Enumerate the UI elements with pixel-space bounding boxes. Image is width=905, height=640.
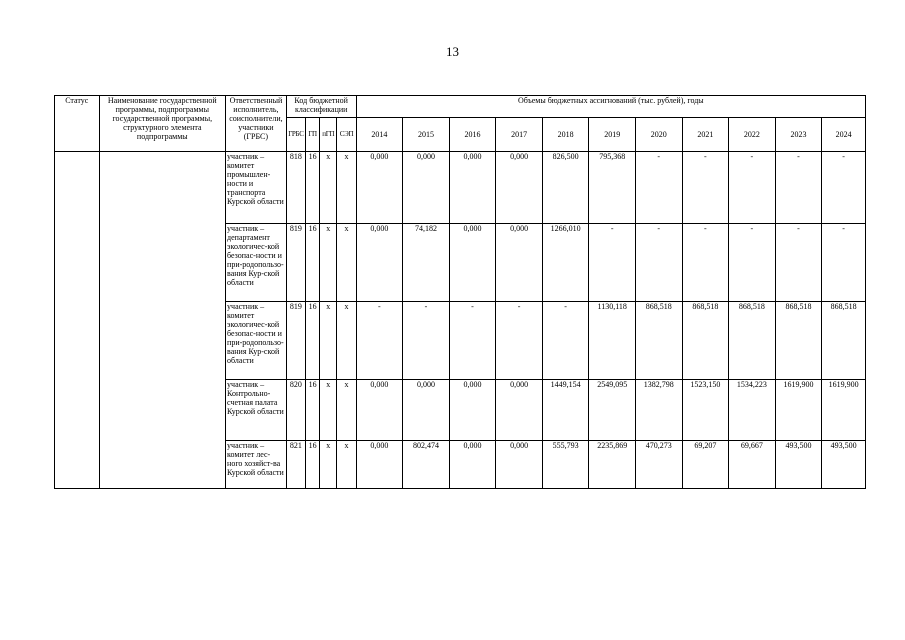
- value-cell: -: [775, 224, 822, 302]
- executor-cell: участник – комитет экологичес-кой безопас-ности и при-родопользо-вания Кур-ской области: [226, 302, 287, 380]
- value-cell: 0,000: [496, 224, 543, 302]
- value-cell: -: [775, 152, 822, 224]
- value-cell: 0,000: [496, 441, 543, 489]
- value-cell: 0,000: [449, 152, 496, 224]
- code-cell: 16: [306, 152, 320, 224]
- value-cell: -: [729, 152, 776, 224]
- code-cell: 819: [286, 302, 305, 380]
- value-cell: -: [822, 152, 866, 224]
- value-cell: 69,207: [682, 441, 729, 489]
- header-year: 2023: [775, 118, 822, 152]
- value-cell: -: [449, 302, 496, 380]
- code-cell: х: [320, 152, 337, 224]
- executor-cell: участник – комитет лес-ного хозяйст-ва Курской области: [226, 441, 287, 489]
- executor-cell: участник – департамент экологичес-кой безопас-ности и при-родопользо-вания Кур-ской области: [226, 224, 287, 302]
- header-year: 2014: [356, 118, 403, 152]
- header-year: 2024: [822, 118, 866, 152]
- value-cell: 0,000: [496, 380, 543, 441]
- value-cell: -: [682, 152, 729, 224]
- value-cell: 0,000: [449, 224, 496, 302]
- value-cell: 0,000: [356, 441, 403, 489]
- value-cell: 69,667: [729, 441, 776, 489]
- value-cell: 555,793: [542, 441, 589, 489]
- value-cell: 0,000: [403, 380, 450, 441]
- budget-allocation-table: [54, 95, 866, 489]
- code-cell: 16: [306, 380, 320, 441]
- header-year: 2018: [542, 118, 589, 152]
- value-cell: -: [635, 152, 682, 224]
- header-year: 2020: [635, 118, 682, 152]
- code-cell: 819: [286, 224, 305, 302]
- value-cell: 868,518: [729, 302, 776, 380]
- value-cell: 1534,223: [729, 380, 776, 441]
- value-cell: 493,500: [822, 441, 866, 489]
- code-cell: 16: [306, 224, 320, 302]
- value-cell: 1619,900: [775, 380, 822, 441]
- value-cell: 795,368: [589, 152, 636, 224]
- value-cell: 0,000: [356, 380, 403, 441]
- code-cell: х: [337, 152, 356, 224]
- value-cell: 2549,095: [589, 380, 636, 441]
- code-cell: х: [320, 441, 337, 489]
- table-row: [55, 152, 866, 224]
- code-cell: х: [320, 302, 337, 380]
- header-year: 2022: [729, 118, 776, 152]
- header-code: СЭП: [337, 118, 356, 152]
- value-cell: 826,500: [542, 152, 589, 224]
- value-cell: -: [729, 224, 776, 302]
- value-cell: 470,273: [635, 441, 682, 489]
- code-cell: х: [337, 380, 356, 441]
- status-cell: [55, 152, 100, 489]
- header-year: 2017: [496, 118, 543, 152]
- program-name-cell: [99, 152, 226, 489]
- code-cell: х: [320, 380, 337, 441]
- value-cell: 1619,900: [822, 380, 866, 441]
- value-cell: -: [635, 224, 682, 302]
- value-cell: 0,000: [496, 152, 543, 224]
- code-cell: 16: [306, 302, 320, 380]
- header-volumes: Объемы бюджетных ассигнований (тыс. рублей), годы: [356, 96, 865, 118]
- value-cell: 0,000: [449, 380, 496, 441]
- value-cell: 1523,150: [682, 380, 729, 441]
- header-code: ГП: [306, 118, 320, 152]
- header-budget-code: Код бюджетной классификации: [286, 96, 356, 118]
- header-year: 2021: [682, 118, 729, 152]
- value-cell: 0,000: [403, 152, 450, 224]
- code-cell: х: [337, 224, 356, 302]
- page-number: 13: [446, 44, 459, 59]
- value-cell: 802,474: [403, 441, 450, 489]
- header-executor: Ответственный исполнитель, соисполнители, участники (ГРБС): [226, 96, 287, 152]
- code-cell: 820: [286, 380, 305, 441]
- value-cell: -: [682, 224, 729, 302]
- value-cell: -: [822, 224, 866, 302]
- executor-cell: участник – комитет промышлен-ности и транспорта Курской области: [226, 152, 287, 224]
- value-cell: 74,182: [403, 224, 450, 302]
- value-cell: -: [403, 302, 450, 380]
- value-cell: -: [589, 224, 636, 302]
- value-cell: -: [356, 302, 403, 380]
- executor-cell: участник – Контрольно-счетная палата Курской области: [226, 380, 287, 441]
- value-cell: 0,000: [356, 224, 403, 302]
- value-cell: 493,500: [775, 441, 822, 489]
- header-year: 2015: [403, 118, 450, 152]
- code-cell: х: [337, 302, 356, 380]
- header-year: 2016: [449, 118, 496, 152]
- header-status: Статус: [55, 96, 100, 152]
- value-cell: 868,518: [775, 302, 822, 380]
- code-cell: х: [320, 224, 337, 302]
- value-cell: 868,518: [822, 302, 866, 380]
- header-name: Наименование государственной программы, подпрограммы государственной программы, структурного элемента подпрограммы: [99, 96, 226, 152]
- value-cell: 0,000: [356, 152, 403, 224]
- value-cell: 0,000: [449, 441, 496, 489]
- header-row: [55, 96, 866, 118]
- header-code: пГП: [320, 118, 337, 152]
- value-cell: -: [496, 302, 543, 380]
- header-code: ГРБС: [286, 118, 305, 152]
- value-cell: -: [542, 302, 589, 380]
- code-cell: 16: [306, 441, 320, 489]
- value-cell: 2235,869: [589, 441, 636, 489]
- value-cell: 868,518: [635, 302, 682, 380]
- code-cell: 818: [286, 152, 305, 224]
- value-cell: 868,518: [682, 302, 729, 380]
- value-cell: 1130,118: [589, 302, 636, 380]
- header-year: 2019: [589, 118, 636, 152]
- code-cell: 821: [286, 441, 305, 489]
- code-cell: х: [337, 441, 356, 489]
- value-cell: 1382,798: [635, 380, 682, 441]
- value-cell: 1266,010: [542, 224, 589, 302]
- value-cell: 1449,154: [542, 380, 589, 441]
